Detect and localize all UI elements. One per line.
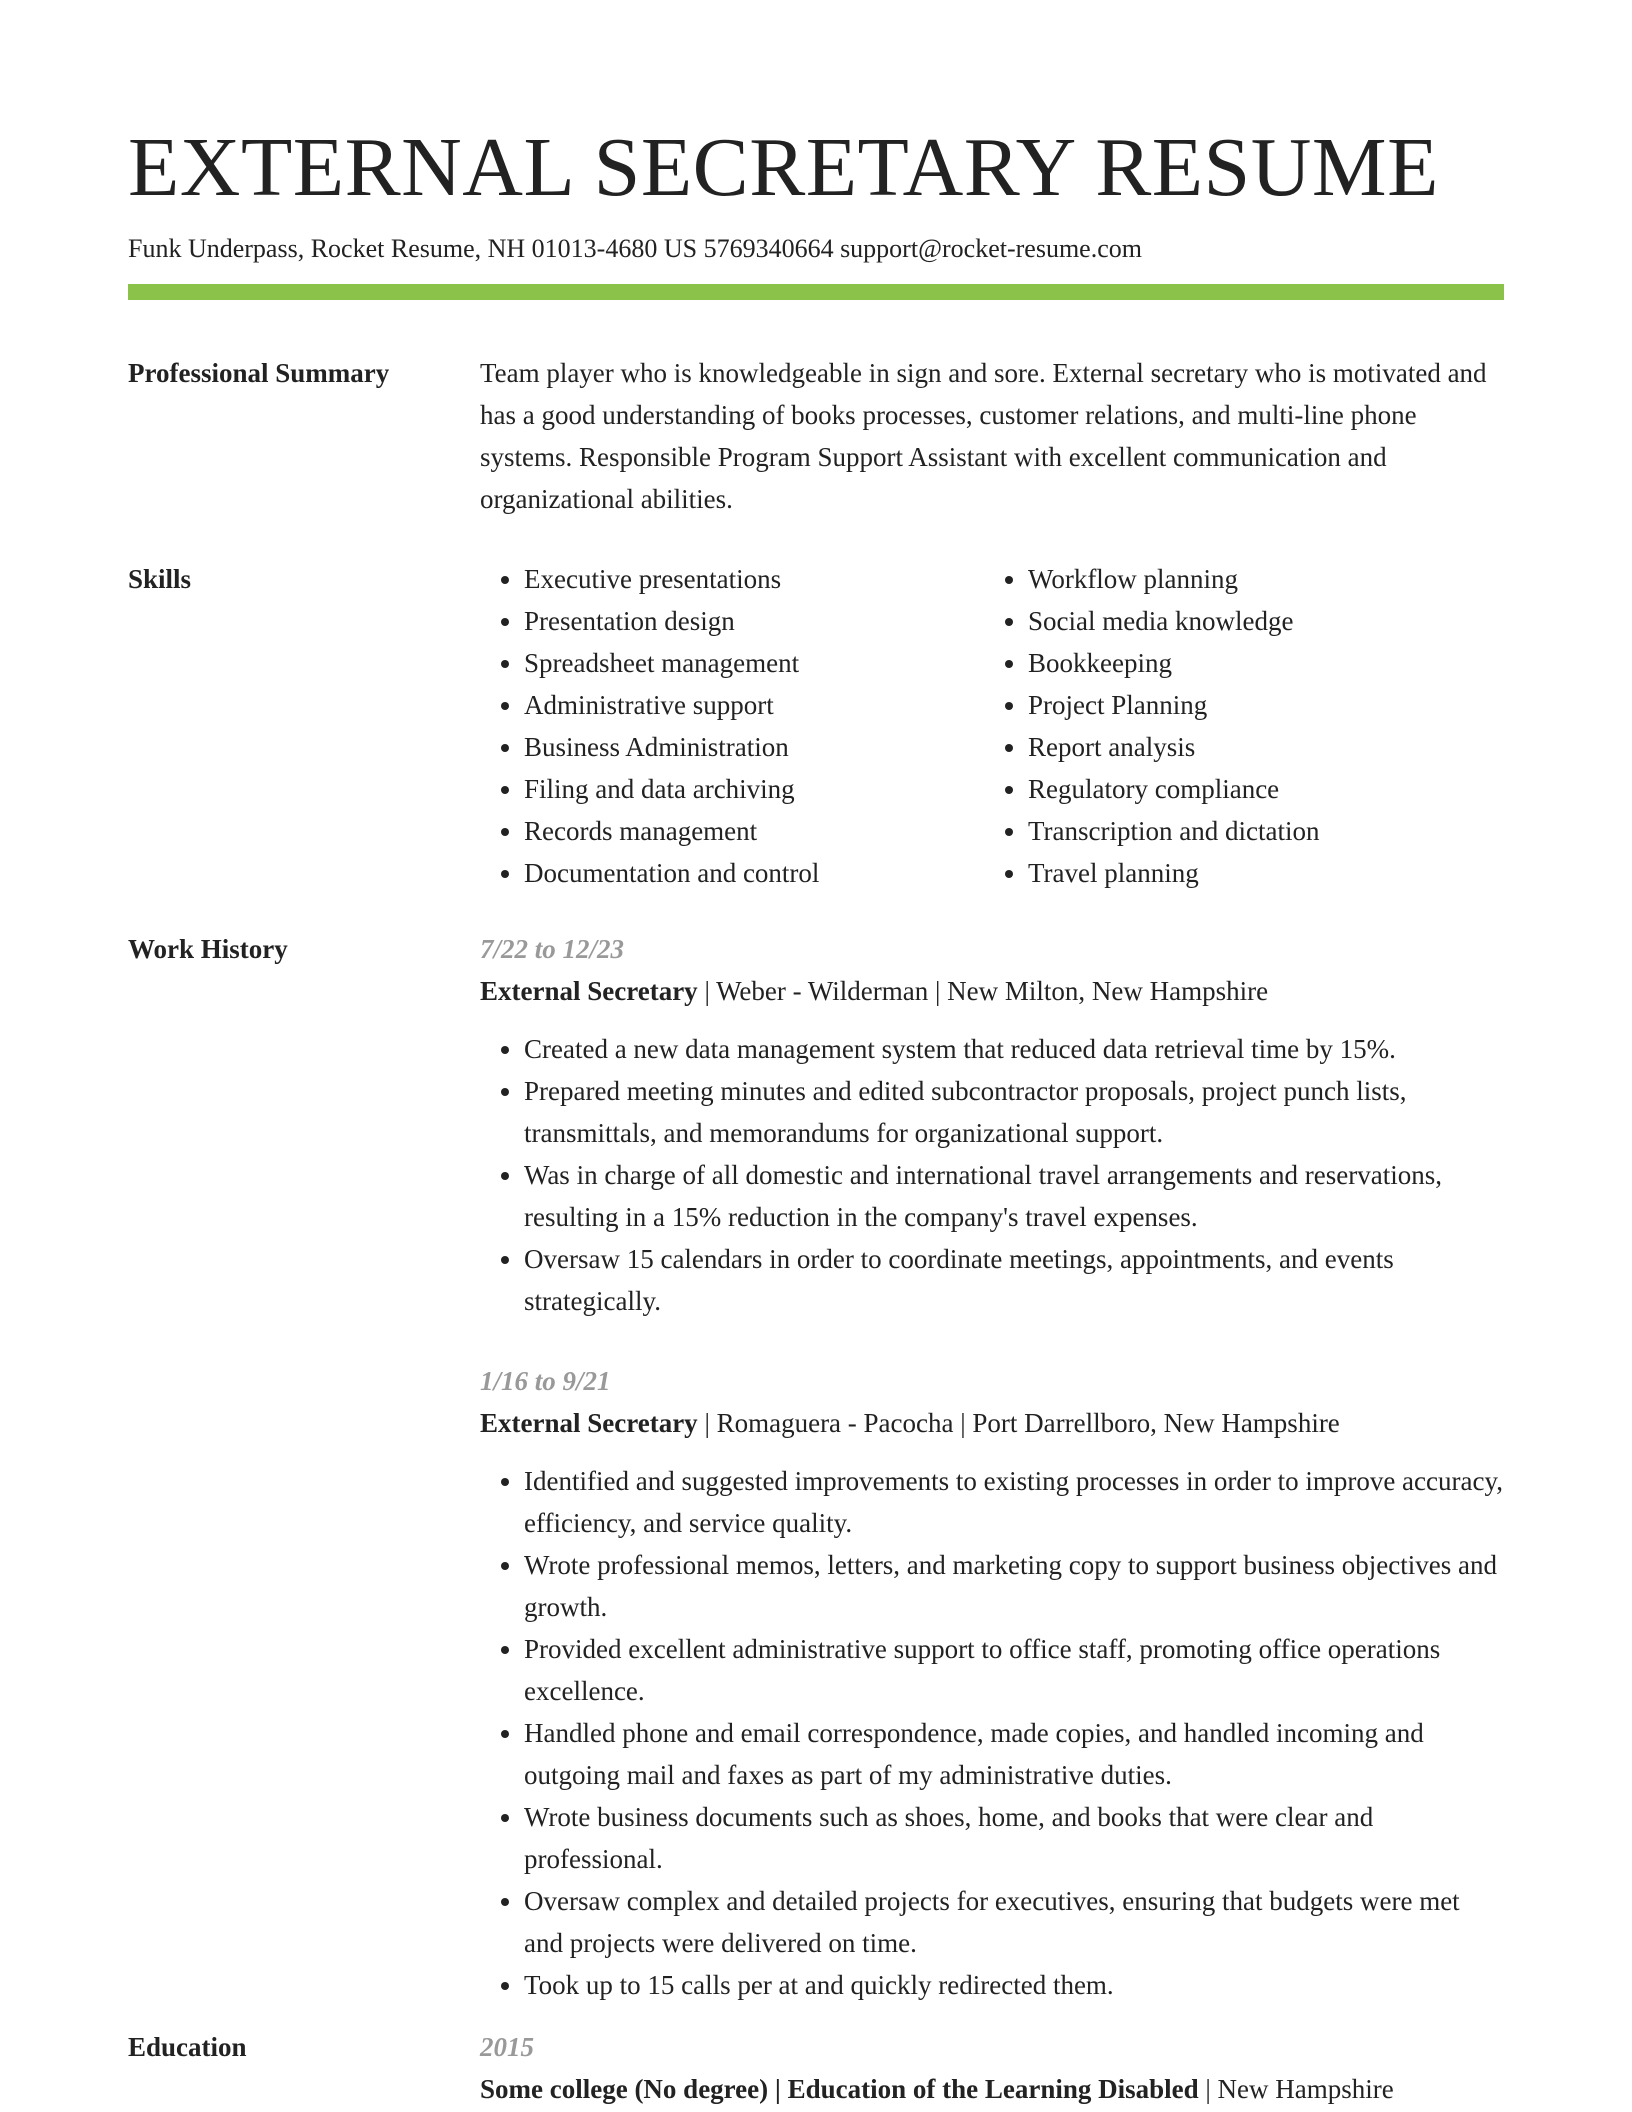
job-bullet: • Identified and suggested improvements to existing processes in order to improve accuracy, efficiency, and service quality. [524,1460,1504,1544]
skill-item: • Regulatory compliance [1028,768,1488,810]
job-bullet: • Wrote business documents such as shoes, home, and books that were clear and professional. [524,1796,1504,1880]
section-label-skills: Skills [128,564,192,594]
skill-item: • Social media knowledge [1028,600,1488,642]
skills-column-2 [984,558,1488,894]
section-label-work: Work History [128,934,288,964]
education-location: | New Hampshire [1198,2074,1394,2104]
skill-item: • Report analysis [1028,726,1488,768]
skill-item: • Administrative support [524,684,984,726]
job-bullets [480,1460,1504,2006]
education-degree: Some college (No degree) | Education of the Learning Disabled [480,2074,1199,2104]
job-bullet: • Handled phone and email correspondence, made copies, and handled incoming and outgoing mail and faxes as part of my administrative duties. [524,1712,1504,1796]
skill-item: • Project Planning [1028,684,1488,726]
job-entry [480,1360,1504,2006]
section-label-summary: Professional Summary [128,358,390,388]
job-bullet: • Provided excellent administrative support to office staff, promoting office operations excellence. [524,1628,1504,1712]
skills-list [480,558,1504,894]
summary-text: Team player who is knowledgeable in sign and sore. External secretary who is motivated and has a good understanding of books processes, customer relations, and multi-line phone systems. Responsible Program Support Assistant with excellent communication and organizational abilities. [480,358,1487,514]
job-bullet: • Prepared meeting minutes and edited subcontractor proposals, project punch lists, transmittals, and memorandums for organizational support. [524,1070,1504,1154]
skill-item: • Records management [524,810,984,852]
job-heading [480,970,1504,1012]
job-details: | Weber - Wilderman | New Milton, New Hampshire [697,976,1269,1006]
contact-info: Funk Underpass, Rocket Resume, NH 01013-4680 US 5769340664 support@rocket-resume.com [128,234,1142,263]
header-divider [128,284,1504,300]
job-heading [480,1402,1504,1444]
education-year: 2015 [480,2032,534,2062]
skill-item: • Documentation and control [524,852,984,894]
skill-item: • Travel planning [1028,852,1488,894]
job-bullets [480,1028,1504,1322]
job-title: External Secretary [480,976,698,1006]
skill-item: • Workflow planning [1028,558,1488,600]
skill-item: • Filing and data archiving [524,768,984,810]
section-label-education: Education [128,2032,247,2062]
job-details: | Romaguera - Pacocha | Port Darrellboro, New Hampshire [697,1408,1340,1438]
resume-page [128,0,1504,2110]
skills-column-1 [480,558,984,894]
skill-item: • Transcription and dictation [1028,810,1488,852]
job-dates: 1/16 to 9/21 [480,1366,611,1396]
job-bullet: • Took up to 15 calls per at and quickly redirected them. [524,1964,1504,2006]
job-bullet: • Oversaw 15 calendars in order to coordinate meetings, appointments, and events strategically. [524,1238,1504,1322]
education-entry [480,2068,1504,2110]
resume-title: EXTERNAL SECRETARY RESUME [128,121,1439,214]
job-bullet: • Created a new data management system that reduced data retrieval time by 15%. [524,1028,1504,1070]
skill-item: • Spreadsheet management [524,642,984,684]
job-bullet: • Was in charge of all domestic and international travel arrangements and reservations, resulting in a 15% reduction in the company's travel expenses. [524,1154,1504,1238]
skill-item: • Bookkeeping [1028,642,1488,684]
skill-item: • Executive presentations [524,558,984,600]
skill-item: • Presentation design [524,600,984,642]
job-title: External Secretary [480,1408,698,1438]
job-bullet: • Wrote professional memos, letters, and marketing copy to support business objectives and growth. [524,1544,1504,1628]
job-entry [480,928,1504,1322]
education-section [128,2026,1504,2110]
job-dates: 7/22 to 12/23 [480,934,625,964]
work-history-section [128,928,1504,2006]
skills-section [128,558,1504,894]
skill-item: • Business Administration [524,726,984,768]
summary-section [128,352,1504,520]
job-bullet: • Oversaw complex and detailed projects for executives, ensuring that budgets were met and projects were delivered on time. [524,1880,1504,1964]
